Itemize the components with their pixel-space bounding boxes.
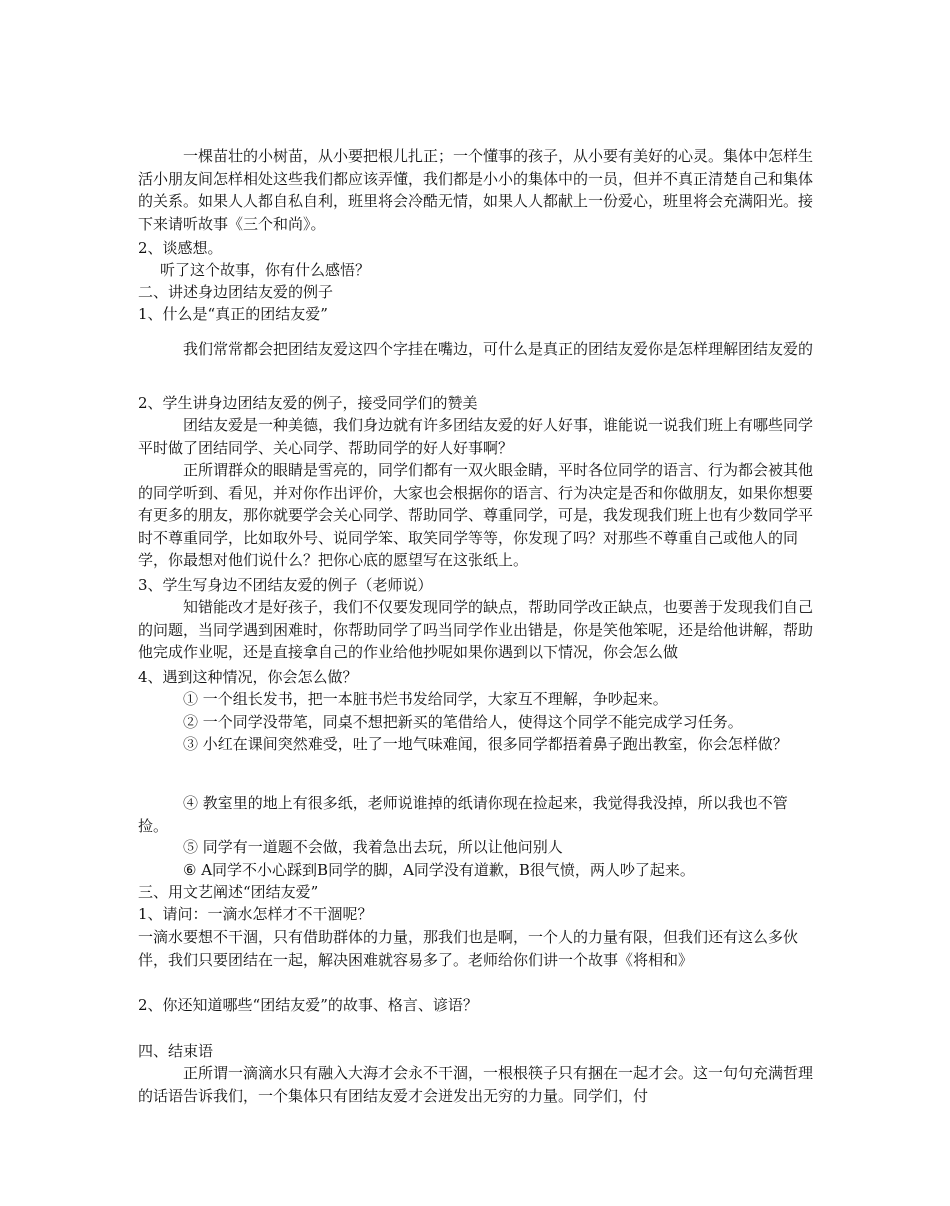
situation-item-6: ⑥ A同学不小心踩到B同学的脚，A同学没有道歉，B很气愤，两人吵了起来。 [183, 861, 695, 879]
section-4-heading: 四、结束语 [138, 1042, 214, 1060]
section-2-heading: 二、讲述身边团结友爱的例子 [138, 283, 334, 301]
talk-heading: 2、谈感想。 [138, 239, 223, 257]
situation-item-2: ② 一个同学没带笔，同桌不想把新买的笔借给人，使得这个同学不能完成学习任务。 [183, 713, 743, 731]
section-2-1-body: 我们常常都会把团结友爱这四个字挂在嘴边，可什么是真正的团结友爱你是怎样理解团结友爱的 [183, 340, 814, 358]
section-3-2-heading: 2、你还知道哪些“团结友爱”的故事、格言、谚语？ [138, 996, 478, 1014]
section-2-3-body: 知错能改才是好孩子，我们不仅要发现同学的缺点，帮助同学改正缺点，也要善于发现我们自己的问题，当同学遇到困难时，你帮助同学了吗当同学作业出错是，你是笑他笨呢，还是给他讲解，帮助他完成作业呢，还是直接拿自己的作业给他抄呢如果你遇到以下情况，你会怎么做 [138, 598, 814, 661]
section-2-3-heading: 3、学生写身边不团结友爱的例子（老师说） [138, 576, 433, 594]
section-3-1-body: 一滴水要想不干涸，只有借助群体的力量，那我们也是啊，一个人的力量有限，但我们还有这么多伙伴，我们只要团结在一起，解决困难就容易多了。老师给你们讲一个故事《将相和》 [138, 928, 799, 969]
section-3-1-heading: 1、请问：一滴水怎样才不干涸呢？ [138, 905, 373, 923]
situation-item-1: ① 一个组长发书，把一本脏书烂书发给同学，大家互不理解，争吵起来。 [183, 690, 668, 708]
section-2-2-heading: 2、学生讲身边团结友爱的例子，接受同学们的赞美 [138, 394, 478, 412]
intro-paragraph: 一棵苗壮的小树苗，从小要把根儿扎正；一个懂事的孩子，从小要有美好的心灵。集体中怎样生活小朋友间怎样相处这些我们都应该弄懂，我们都是小小的集体中的一员，但并不真正清楚自己和集体的关系。如果人人都自私自利，班里将会冷酷无情，如果人人都献上一份爱心，班里将会充满阳光。接下来请听故事《三个和尚》。 [138, 147, 814, 233]
section-2-1-heading: 1、什么是“真正的团结友爱” [138, 305, 328, 323]
section-2-2-body-2: 正所谓群众的眼睛是雪亮的，同学们都有一双火眼金睛，平时各位同学的语言、行为都会被其他的同学听到、看见，并对你作出评价，大家也会根据你的语言、行为决定是否和你做朋友，如果你想要有更多的朋友，那你就要学会关心同学、帮助同学、尊重同学，可是，我发现我们班上也有少数同学平时不尊重同学，比如取外号、说同学笨、取笑同学等等，你发现了吗？对那些不尊重自己或他人的同学，你最想对他们说什么？把你心底的愿望写在这张纸上。 [138, 461, 814, 569]
situation-item-5: ⑤ 同学有一道题不会做，我着急出去玩，所以让他问别人 [183, 838, 563, 856]
section-2-2-body-1: 团结友爱是一种美德，我们身边就有许多团结友爱的好人好事，谁能说一说我们班上有哪些同学平时做了团结同学、关心同学、帮助同学的好人好事啊？ [138, 416, 814, 457]
section-3-heading: 三、用文艺阐述“团结友爱” [138, 883, 319, 901]
section-2-4-heading: 4、遇到这种情况，你会怎么做？ [138, 668, 358, 686]
situation-item-4: ④ 教室里的地上有很多纸，老师说谁掉的纸请你现在捡起来，我觉得我没掉，所以我也不管捡。 [138, 794, 788, 835]
situation-item-3: ③ 小红在课间突然难受，吐了一地气味难闻，很多同学都捂着鼻子跑出教室，你会怎样做？ [183, 735, 788, 753]
section-4-body: 正所谓一滴滴水只有融入大海才会永不干涸，一根根筷子只有捆在一起才会。这一句句充满哲理的话语告诉我们，一个集体只有团结友爱才会迸发出无穷的力量。同学们，付 [138, 1064, 814, 1105]
talk-question: 听了这个故事，你有什么感悟？ [160, 261, 371, 279]
